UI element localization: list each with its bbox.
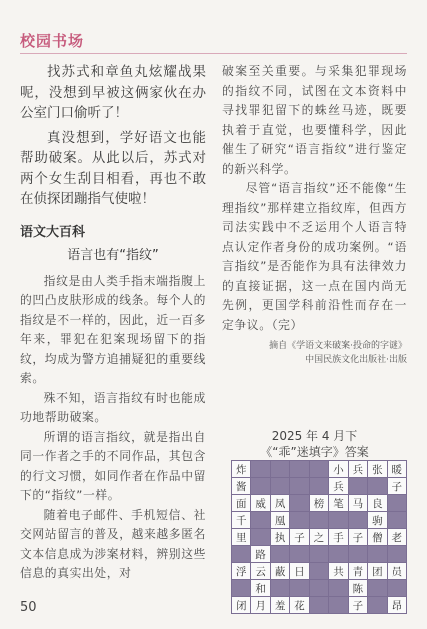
grid-cell: 张 — [368, 461, 386, 477]
grid-cell: 驹 — [368, 512, 386, 528]
section-heading: 语文大百科 — [20, 224, 86, 240]
grid-cell: 路 — [251, 546, 269, 562]
grid-cell: 浮 — [232, 563, 250, 579]
grid-cell — [329, 546, 347, 562]
grid-cell: 凰 — [271, 512, 289, 528]
source-line-1: 摘自《学语文来破案·投命的字谜》 — [269, 341, 407, 351]
grid-cell: 马 — [349, 495, 367, 511]
grid-cell — [310, 546, 328, 562]
source-citation — [222, 339, 407, 367]
grid-cell: 陈 — [349, 580, 367, 596]
source-line-2: 中国民族文化出版社·出版 — [305, 355, 407, 365]
grid-cell — [388, 546, 406, 562]
grid-cell — [368, 478, 386, 494]
grid-cell: 子 — [349, 597, 367, 613]
grid-cell: 员 — [388, 563, 406, 579]
grid-cell: 面 — [232, 495, 250, 511]
grid-cell — [388, 512, 406, 528]
grid-cell: 炸 — [232, 461, 250, 477]
grid-cell: 云 — [251, 563, 269, 579]
grid-cell — [329, 512, 347, 528]
grid-cell — [329, 597, 347, 613]
grid-cell — [290, 580, 308, 596]
header-divider — [20, 53, 407, 54]
grid-cell: 子 — [290, 529, 308, 545]
grid-cell — [232, 546, 250, 562]
grid-cell — [271, 478, 289, 494]
grid-cell — [290, 512, 308, 528]
grid-cell — [329, 580, 347, 596]
article-paragraph-1: 指纹是由人类手指末端指腹上的凹凸皮肤形成的线条。每个人的指纹是不一样的，因此，近一百多年来，罪犯在犯案现场留下的指纹，均成为警方追捕疑犯的重要线索。 — [20, 273, 206, 385]
story-paragraph-1: 找苏式和章鱼丸炫耀战果呢，没想到早被这俩家伙在办公室门口偷听了！ — [20, 64, 206, 121]
column-title: 校园书场 — [20, 32, 85, 50]
grid-cell: 笔 — [329, 495, 347, 511]
grid-cell — [251, 512, 269, 528]
article-paragraph-3: 所谓的语言指纹，就是指出自同一作者之手的不同作品，其包含的行文习惯，如同作者在作品中留下的“指纹”一样。 — [20, 429, 206, 502]
grid-cell — [271, 546, 289, 562]
answer-heading — [222, 428, 407, 460]
grid-cell: 良 — [368, 495, 386, 511]
grid-cell — [310, 580, 328, 596]
grid-cell — [251, 478, 269, 494]
grid-cell: 凤 — [271, 495, 289, 511]
story-paragraph-2: 真没想到，学好语文也能帮助破案。从此以后，苏式对两个女生刮目相看，再也不敢在侦探团蹦指气使啦！ — [20, 129, 206, 207]
grid-cell — [368, 546, 386, 562]
grid-cell: 日 — [290, 563, 308, 579]
grid-cell — [251, 461, 269, 477]
grid-cell: 青 — [349, 563, 367, 579]
grid-cell — [310, 597, 328, 613]
grid-cell — [368, 580, 386, 596]
grid-cell: 兵 — [329, 478, 347, 494]
grid-cell: 子 — [388, 478, 406, 494]
grid-cell — [388, 580, 406, 596]
grid-cell: 羞 — [271, 597, 289, 613]
crossword-answer-grid — [231, 460, 407, 614]
grid-cell: 闭 — [232, 597, 250, 613]
article-title: 语言也有“指纹” — [67, 247, 159, 263]
grid-cell: 子 — [349, 529, 367, 545]
grid-cell: 里 — [232, 529, 250, 545]
grid-cell — [349, 478, 367, 494]
grid-cell: 僧 — [368, 529, 386, 545]
grid-cell — [232, 580, 250, 596]
grid-cell: 小 — [329, 461, 347, 477]
grid-cell — [310, 563, 328, 579]
grid-cell — [290, 478, 308, 494]
grid-cell: 蔽 — [271, 563, 289, 579]
grid-cell: 执 — [271, 529, 289, 545]
answer-date: 2025 年 4 月下 — [271, 429, 358, 443]
grid-cell — [388, 495, 406, 511]
grid-cell — [310, 512, 328, 528]
answer-title: 《“乖”迷填字》答案 — [260, 445, 369, 459]
grid-cell — [290, 546, 308, 562]
grid-cell: 千 — [232, 512, 250, 528]
grid-cell: 榜 — [310, 495, 328, 511]
grid-cell — [310, 461, 328, 477]
grid-cell: 花 — [290, 597, 308, 613]
grid-cell — [271, 461, 289, 477]
grid-cell — [349, 512, 367, 528]
article-paragraph-6: 尽管“语言指纹”还不能像“生理指纹”那样建立指纹库，但西方司法实践中不乏运用个人语言特点认定作者身份的成功案例。“语言指纹”是否能作为具有法律效力的直接证据，这一点在国内尚无先例，更国学科前沿性而存在一定争议。（完） — [222, 181, 407, 332]
page-number: 50 — [20, 600, 37, 615]
grid-cell — [271, 580, 289, 596]
article-paragraph-2: 殊不知，语言指纹有时也能成功地帮助破案。 — [20, 390, 206, 424]
article-paragraph-5: 破案至关重要。与采集犯罪现场的指纹不同，试图在文本资料中寻找罪犯留下的蛛丝马迹，既要执着于直觉，也要懂科学，因此催生了研究“语言指纹”进行鉴定的新兴科学。 — [222, 64, 407, 176]
page-header — [0, 0, 427, 50]
grid-cell: 月 — [251, 597, 269, 613]
grid-cell: 手 — [329, 529, 347, 545]
grid-cell: 之 — [310, 529, 328, 545]
grid-cell: 酱 — [232, 478, 250, 494]
grid-cell — [290, 461, 308, 477]
grid-cell — [310, 478, 328, 494]
grid-cell: 兵 — [349, 461, 367, 477]
grid-cell: 暖 — [388, 461, 406, 477]
grid-cell — [251, 529, 269, 545]
grid-cell — [290, 495, 308, 511]
left-column — [20, 62, 206, 584]
grid-cell: 昂 — [388, 597, 406, 613]
grid-cell — [349, 546, 367, 562]
grid-cell — [368, 597, 386, 613]
grid-cell: 老 — [388, 529, 406, 545]
grid-cell: 威 — [251, 495, 269, 511]
grid-cell: 团 — [368, 563, 386, 579]
article-paragraph-4: 随着电子邮件、手机短信、社交网站留言的普及，越来越多匿名文本信息成为涉案材料，辨别这些信息的真实出处，对 — [20, 507, 206, 580]
right-column — [222, 62, 407, 367]
grid-cell: 和 — [251, 580, 269, 596]
grid-cell: 共 — [329, 563, 347, 579]
